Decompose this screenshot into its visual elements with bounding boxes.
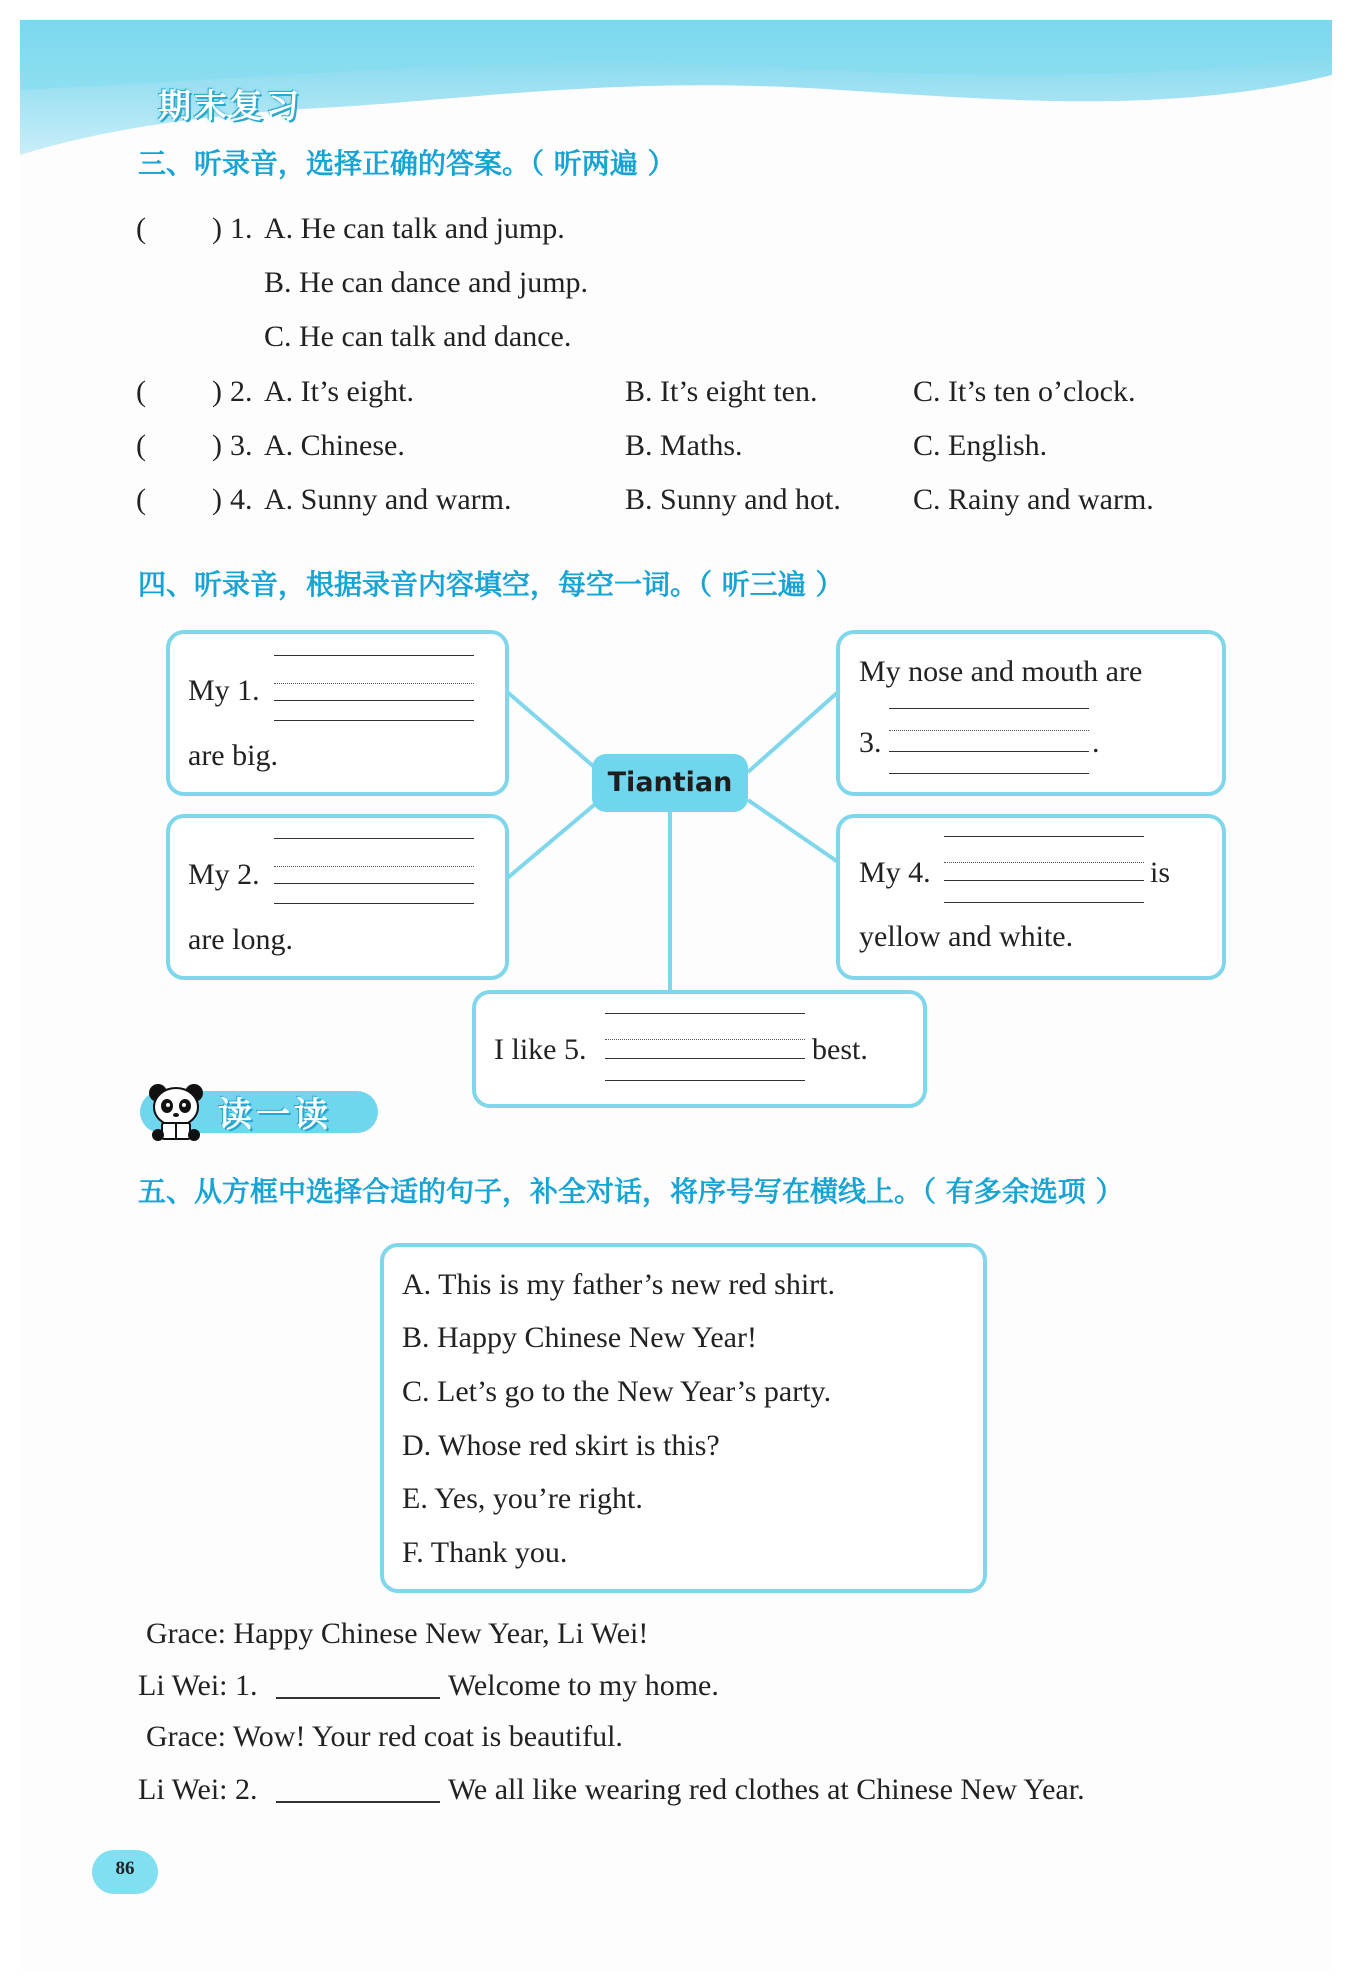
option-a: A. He can talk and jump. <box>264 212 565 245</box>
dialogue-after-4: We all like wearing red clothes at Chinese New Year. <box>448 1773 1085 1806</box>
answer-paren-open[interactable]: ( <box>136 483 146 516</box>
blank-3-line[interactable] <box>889 751 1089 752</box>
option-a: A. Sunny and warm. <box>264 483 512 516</box>
blank-top-line <box>889 708 1089 709</box>
dialogue-blank-2[interactable] <box>276 1801 440 1803</box>
blank-top-line <box>274 655 474 656</box>
dialogue-speaker-4: Li Wei: 2. <box>138 1773 258 1806</box>
option-b: B. He can dance and jump. <box>264 266 589 299</box>
option-c: C. It’s ten o’clock. <box>913 375 1136 408</box>
badge-label: 读一读 <box>218 1095 332 1135</box>
option-b: B. It’s eight ten. <box>625 375 818 408</box>
box2-suffix: are long. <box>188 923 293 956</box>
page-number-badge <box>92 1846 162 1896</box>
blank-dotted-line <box>889 730 1089 731</box>
mindmap-center-node: Tiantian <box>592 754 748 812</box>
blank-bottom-line <box>274 720 474 721</box>
box4-prefix: My 4. <box>859 856 931 889</box>
option-a: A. It’s eight. <box>264 375 414 408</box>
header-title: 期末复习 <box>158 86 302 125</box>
blank-5-line[interactable] <box>605 1058 805 1059</box>
dialogue-after-2: Welcome to my home. <box>448 1669 719 1702</box>
blank-dotted-line <box>274 683 474 684</box>
answer-paren-close: ) <box>212 483 222 516</box>
section3-heading: 三、听录音，选择正确的答案。（ 听两遍 ） <box>138 147 676 180</box>
dialogue-blank-1[interactable] <box>276 1697 440 1699</box>
question-number: 3. <box>230 429 253 462</box>
answer-paren-close: ) <box>212 375 222 408</box>
mindmap-box-4 <box>836 814 1226 980</box>
box1-prefix: My 1. <box>188 674 260 707</box>
option-b: B. Maths. <box>625 429 743 462</box>
blank-top-line <box>605 1013 805 1014</box>
blank-bottom-line <box>605 1080 805 1081</box>
box4-line2: yellow and white. <box>859 920 1074 953</box>
question-number: 4. <box>230 483 253 516</box>
question-number: 2. <box>230 375 253 408</box>
blank-bottom-line <box>944 902 1144 903</box>
question-number: 1. <box>230 212 253 245</box>
box3-suffix: . <box>1092 726 1100 759</box>
option-item: A. This is my father’s new red shirt. <box>402 1268 835 1301</box>
option-item: E. Yes, you’re right. <box>402 1482 643 1515</box>
box2-prefix: My 2. <box>188 858 260 891</box>
option-c: C. He can talk and dance. <box>264 320 572 353</box>
blank-dotted-line <box>274 866 474 867</box>
blank-top-line <box>944 836 1144 837</box>
dialogue-line-1: Grace: Happy Chinese New Year, Li Wei! <box>146 1617 649 1650</box>
blank-1-line[interactable] <box>274 700 474 701</box>
blank-4-line[interactable] <box>944 880 1144 881</box>
option-item: F. Thank you. <box>402 1536 568 1569</box>
blank-dotted-line <box>944 862 1144 863</box>
blank-dotted-line <box>605 1039 805 1040</box>
section4-heading: 四、听录音，根据录音内容填空，每空一词。（ 听三遍 ） <box>138 568 844 601</box>
box3-line1: My nose and mouth are <box>859 655 1143 688</box>
answer-paren-close: ) <box>212 212 222 245</box>
read-section-badge <box>140 1083 378 1139</box>
option-item: C. Let’s go to the New Year’s party. <box>402 1375 832 1408</box>
option-a: A. Chinese. <box>264 429 405 462</box>
option-b: B. Sunny and hot. <box>625 483 841 516</box>
blank-top-line <box>274 838 474 839</box>
blank-bottom-line <box>889 773 1089 774</box>
box1-suffix: are big. <box>188 739 278 772</box>
box3-prefix: 3. <box>859 726 882 759</box>
option-item: B. Happy Chinese New Year! <box>402 1321 757 1354</box>
option-c: C. English. <box>913 429 1048 462</box>
option-c: C. Rainy and warm. <box>913 483 1154 516</box>
answer-paren-close: ) <box>212 429 222 462</box>
panda-icon <box>144 1081 208 1143</box>
answer-paren-open[interactable]: ( <box>136 375 146 408</box>
page-number: 86 <box>115 1858 135 1879</box>
dialogue-speaker-2: Li Wei: 1. <box>138 1669 258 1702</box>
option-item: D. Whose red skirt is this? <box>402 1429 720 1462</box>
box4-tail: is <box>1150 856 1171 889</box>
answer-paren-open[interactable]: ( <box>136 429 146 462</box>
blank-bottom-line <box>274 903 474 904</box>
box5-suffix: best. <box>812 1033 868 1066</box>
section5-heading: 五、从方框中选择合适的句子，补全对话，将序号写在横线上。（ 有多余选项 ） <box>138 1175 1124 1208</box>
answer-paren-open[interactable]: ( <box>136 212 146 245</box>
dialogue-line-3: Grace: Wow! Your red coat is beautiful. <box>146 1720 623 1753</box>
blank-2-line[interactable] <box>274 883 474 884</box>
box5-prefix: I like 5. <box>494 1033 587 1066</box>
